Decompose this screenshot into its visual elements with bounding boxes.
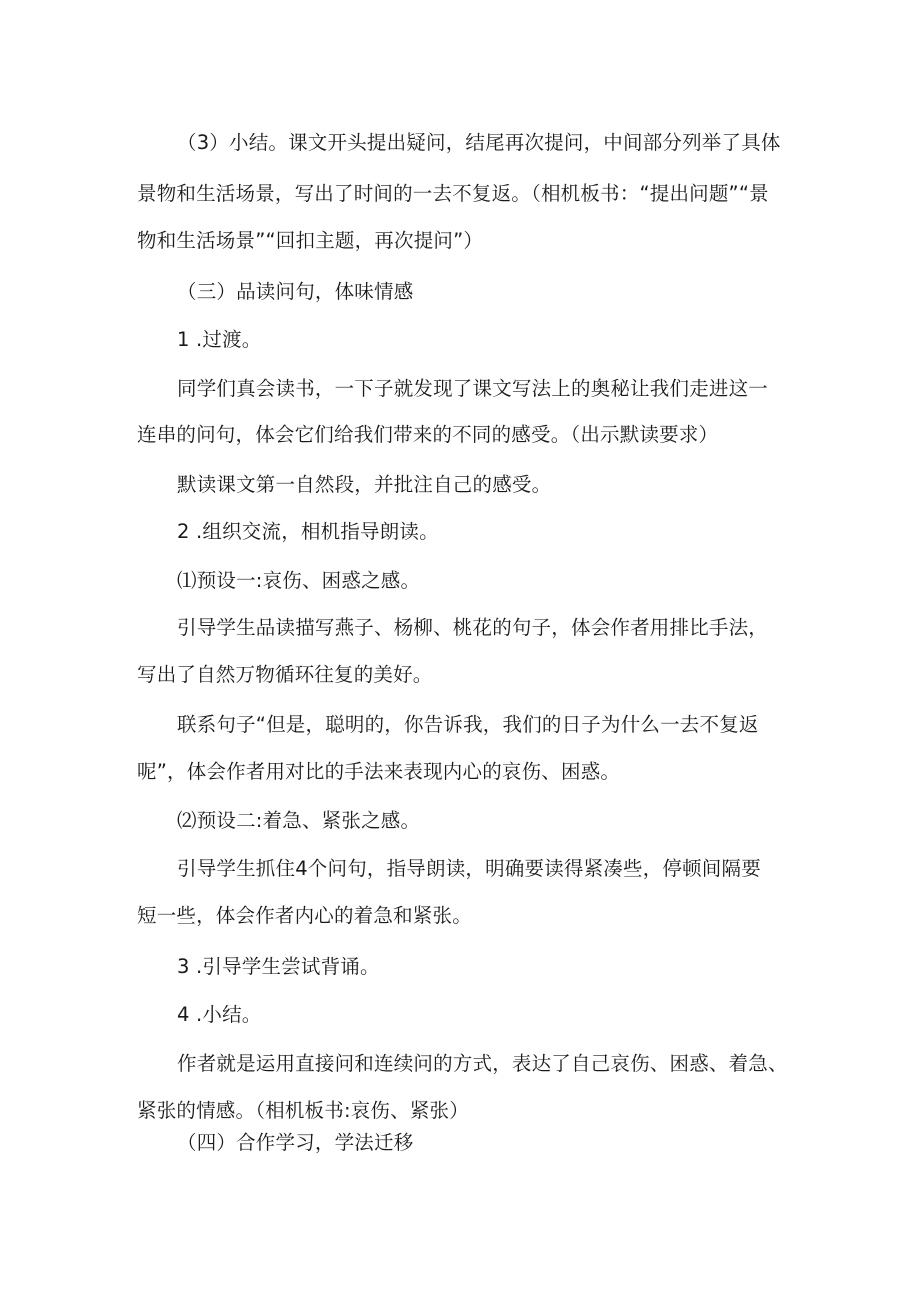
section-heading-4: （四）合作学习，学法迁移 <box>177 1131 414 1154</box>
step-2-discussion: 2 .组织交流，相机指导朗读。 <box>177 520 439 543</box>
paragraph-transition-text: 同学们真会读书，一下子就发现了课文写法上的奥秘让我们走进这一 <box>177 377 769 400</box>
preset-2-heading: ⑵预设二:着急、紧张之感。 <box>177 809 421 832</box>
section-heading-3: （三）品读问句，体味情感 <box>177 280 414 303</box>
paragraph-contrast-cont: 呢”，体会作者用对比的手法来表现内心的哀伤、困惑。 <box>137 760 621 783</box>
step-1-transition: 1 .过渡。 <box>177 328 262 351</box>
paragraph-summary-4: 作者就是运用直接问和连续问的方式，表达了自己哀伤、困惑、着急、 <box>177 1052 788 1075</box>
paragraph-contrast: 联系句子“但是，聪明的，你告诉我，我们的日子为什么一去不复返 <box>177 713 759 736</box>
paragraph-summary-3-cont: 景物和生活场景，写出了时间的一去不复返。（相机板书：“提出问题”“景 <box>137 182 769 205</box>
paragraph-summary-3-cont: 物和生活场景”“回扣主题，再次提问”） <box>137 229 484 252</box>
step-3-recite: 3 .引导学生尝试背诵。 <box>177 955 380 978</box>
paragraph-preset-1: 引导学生品读描写燕子、杨柳、桃花的句子，体会作者用排比手法， <box>177 616 769 639</box>
paragraph-silent-reading: 默读课文第一自然段，并批注自己的感受。 <box>177 473 552 496</box>
preset-1-heading: ⑴预设一:哀伤、困惑之感。 <box>177 569 421 592</box>
paragraph-preset-1-cont: 写出了自然万物循环往复的美好。 <box>137 663 433 686</box>
step-4-summary: 4 .小结。 <box>177 1003 262 1026</box>
paragraph-summary-3: （3）小结。课文开头提出疑问，结尾再次提问，中间部分列举了具体 <box>177 131 781 154</box>
paragraph-transition-text-cont: 连串的问句，体会它们给我们带来的不同的感受。（出示默读要求） <box>137 423 719 446</box>
paragraph-summary-4-cont: 紧张的情感。（相机板书:哀伤、紧张） <box>137 1099 469 1122</box>
paragraph-preset-2-cont: 短一些，体会作者内心的着急和紧张。 <box>137 904 472 927</box>
paragraph-preset-2: 引导学生抓住4个问句，指导朗读，明确要读得紧凑些，停顿间隔要 <box>177 857 761 880</box>
